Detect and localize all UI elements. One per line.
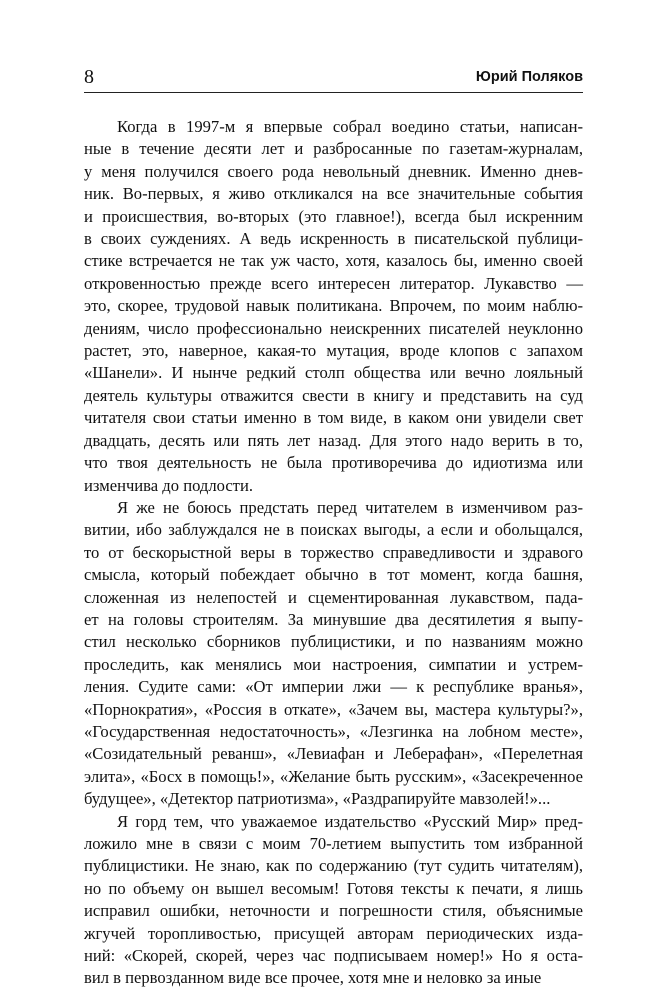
text-line: проследить, как менялись мои настроения, симпатии и устрем- — [84, 654, 583, 674]
paragraph-2 — [84, 497, 583, 811]
text-line: изменчива до подлости. — [84, 475, 253, 495]
text-line: деятель культуры отважится свести в книгу и представить на суд — [84, 385, 583, 405]
page-header — [84, 64, 583, 93]
text-line: откровенностью прежде всего интересен литератор. Лукавство — — [84, 273, 583, 293]
text-line: Когда в 1997-м я впервые собрал воедино статьи, написан- — [117, 117, 583, 136]
text-line: читателя свои статьи именно в том виде, в каком они увидели свет — [84, 408, 583, 428]
paragraph-1 — [84, 116, 583, 497]
text-line: но по объему он вышел весомым! Готовя тексты к печати, я лишь — [84, 878, 583, 898]
text-line: ления. Судите сами: «От империи лжи — к республике вранья», — [84, 677, 583, 697]
text-line: ний: «Скорей, скорей, через час подписываем номер!» Но я оста- — [84, 946, 583, 966]
text-line: «Созидательный реванш», «Левиафан и Леберафан», «Перелетная — [84, 744, 583, 764]
text-line: ные в течение десяти лет и разбросанные по газетам-журналам, — [84, 139, 583, 159]
text-line: смысла, который побеждает обычно в тот момент, когда башня, — [84, 565, 583, 585]
page-number: 8 — [84, 66, 94, 88]
book-page — [84, 64, 583, 988]
text-line: в своих суждениях. А ведь искренность в писательской публици- — [84, 229, 583, 249]
running-head-author: Юрий Поляков — [475, 69, 583, 85]
text-line: стил несколько сборников публицистики, и по названиям можно — [84, 632, 583, 652]
text-line: «Шанели». И нынче редкий столп общества или вечно лояльный — [84, 363, 583, 383]
text-line: сложенная из нелепостей и сцементированная лукавством, пада- — [84, 587, 583, 607]
text-line: «Государственная недостаточность», «Лезгинка на лобном месте», — [84, 721, 583, 741]
text-line: витии, ибо заблуждался не в поисках выгоды, а если и обольщался, — [84, 520, 583, 540]
text-line: что твоя деятельность не была противоречива до идиотизма или — [84, 453, 583, 473]
body-text — [84, 116, 583, 990]
text-line: то от бескорыстной веры в торжество справедливости и здравого — [84, 542, 583, 562]
text-line: исправил ошибки, неточности и погрешности стиля, объяснимые — [84, 901, 583, 921]
text-line: публицистики. Не знаю, как по содержанию (тут судить читателям), — [84, 856, 583, 876]
text-line: дениям, число профессионально неискренних писателей неуклонно — [84, 318, 583, 338]
text-line: элита», «Босх в помощь!», «Желание быть русским», «Засекреченное — [84, 766, 583, 786]
text-line: растет, это, наверное, какая-то мутация, вроде клопов с запахом — [84, 341, 583, 361]
text-line: у меня получился своего рода невольный дневник. Именно днев- — [84, 161, 583, 181]
text-line: и происшествия, во-вторых (это главное!), всегда был искренним — [84, 206, 583, 226]
text-line: это, скорее, трудовой навык политикана. Впрочем, по моим наблю- — [84, 296, 583, 316]
text-line: жгучей торопливостью, присущей авторам периодических изда- — [84, 923, 583, 943]
text-line: двадцать, десять или пять лет назад. Для этого надо верить в то, — [84, 430, 583, 450]
text-line: стике встречается не так уж часто, хотя, казалось бы, именно своей — [84, 251, 583, 271]
text-line: Я же не боюсь предстать перед читателем в изменчивом раз- — [117, 497, 583, 517]
text-line: «Порнократия», «Россия в откате», «Зачем вы, мастера культуры?», — [84, 699, 583, 719]
text-line: ник. Во-первых, я живо откликался на все значительные события — [84, 184, 583, 204]
paragraph-3 — [84, 811, 583, 990]
text-line: ложило мне в связи с моим 70-летием выпустить том избранной — [84, 834, 583, 853]
text-line: вил в первозданном виде все прочее, хотя мне и неловко за иные — [84, 968, 542, 988]
text-line: ет на головы строителям. За минувшие два десятилетия я выпу- — [84, 609, 583, 629]
text-line: будущее», «Детектор патриотизма», «Раздрапируйте мавзолей!»... — [84, 789, 551, 809]
text-line: Я горд тем, что уважаемое издательство «Русский Мир» пред- — [117, 811, 583, 831]
